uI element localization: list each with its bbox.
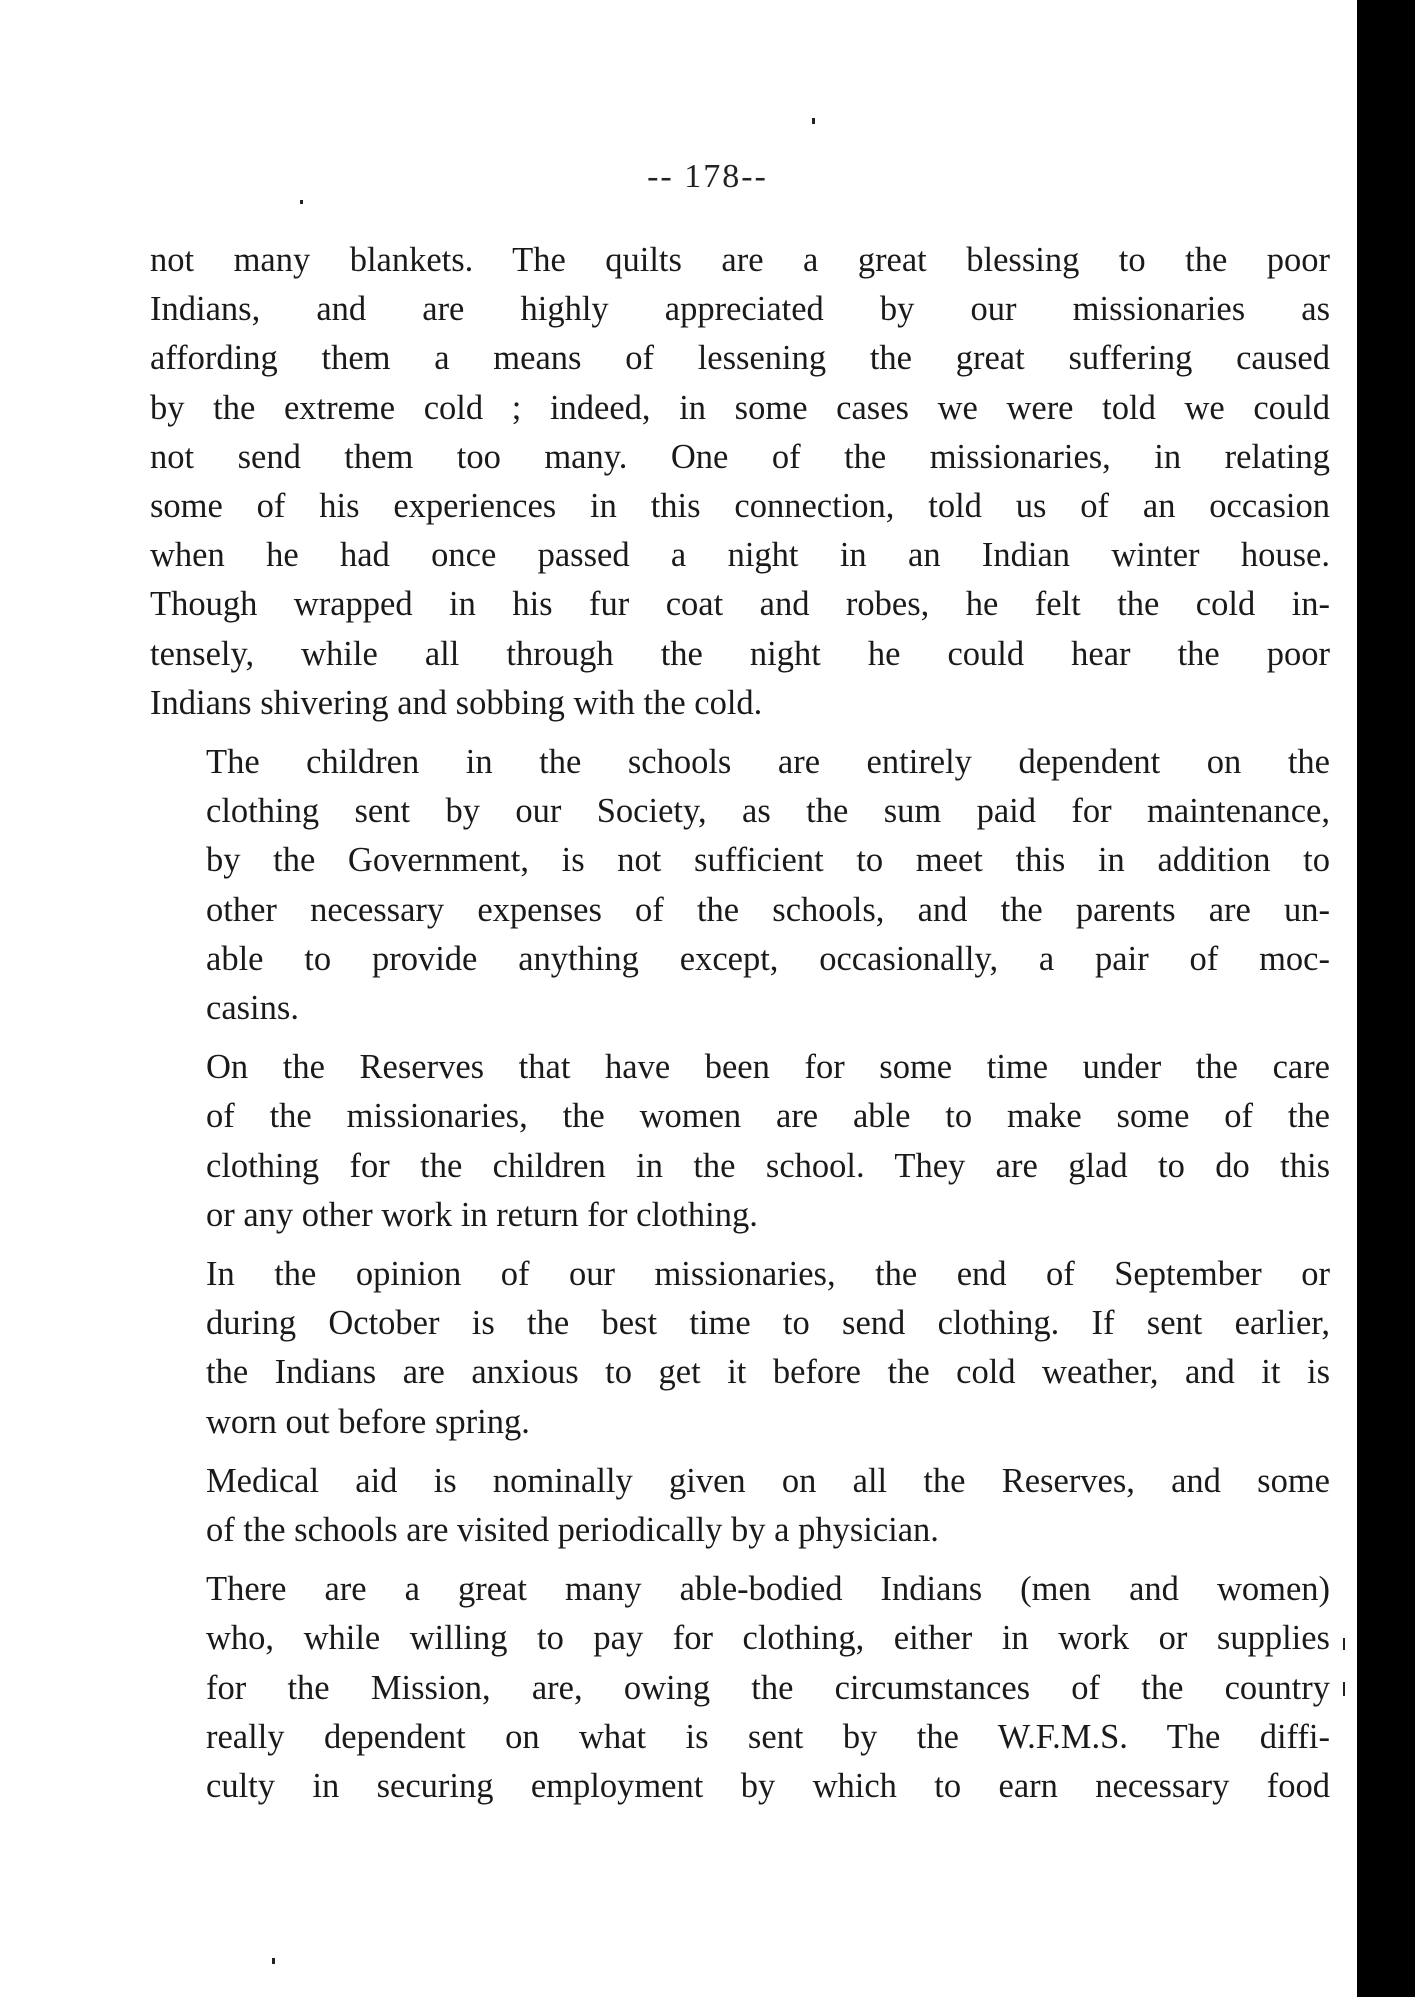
text-line: when he had once passed a night in an Indian winter house. xyxy=(150,536,1330,575)
text-line: or any other work in return for clothing. xyxy=(206,1195,758,1234)
text-line: some of his experiences in this connection, told us of an occasion xyxy=(150,487,1330,526)
text-line: There are a great many able-bodied Indians (men and women) xyxy=(206,1570,1330,1609)
text-line: clothing sent by our Society, as the sum paid for maintenance, xyxy=(206,792,1330,831)
text-line: not send them too many. One of the missionaries, in relating xyxy=(150,437,1330,476)
paragraph xyxy=(150,738,1330,1033)
page-edge-shadow xyxy=(1357,0,1415,1997)
scan-speck xyxy=(272,1958,275,1964)
text-line: able to provide anything except, occasionally, a pair of moc- xyxy=(206,939,1330,978)
page-number: -- 178-- xyxy=(647,158,768,195)
text-line: the Indians are anxious to get it before the cold weather, and it is xyxy=(206,1353,1330,1392)
body-text xyxy=(150,236,1330,1811)
text-line: by the Government, is not sufficient to meet this in addition to xyxy=(206,841,1330,880)
text-line: Indians, and are highly appreciated by our missionaries as xyxy=(150,290,1330,329)
text-line: for the Mission, are, owing the circumstances of the country xyxy=(206,1668,1330,1707)
text-line: not many blankets. The quilts are a great blessing to the poor xyxy=(150,241,1330,279)
text-line: Though wrapped in his fur coat and robes, he felt the cold in- xyxy=(150,585,1330,624)
text-line: of the schools are visited periodically by a physician. xyxy=(206,1511,939,1550)
text-line: worn out before spring. xyxy=(206,1402,530,1441)
text-line: clothing for the children in the school. They are glad to do this xyxy=(206,1146,1330,1185)
text-line: who, while willing to pay for clothing, either in work or supplies xyxy=(206,1619,1330,1658)
text-line: tensely, while all through the night he could hear the poor xyxy=(150,634,1330,673)
scan-speck xyxy=(300,200,303,204)
paragraph xyxy=(150,1565,1330,1811)
text-line: of the missionaries, the women are able to make some of the xyxy=(206,1097,1330,1136)
scan-speck xyxy=(1343,1638,1345,1650)
paragraph xyxy=(150,236,1330,728)
text-line: casins. xyxy=(206,989,299,1028)
paragraph xyxy=(150,1250,1330,1447)
text-line: affording them a means of lessening the great suffering caused xyxy=(150,339,1330,378)
text-line: In the opinion of our missionaries, the end of September or xyxy=(206,1255,1330,1294)
paragraph xyxy=(150,1043,1330,1240)
scan-speck xyxy=(812,118,815,124)
paragraph xyxy=(150,1457,1330,1555)
scan-speck xyxy=(1343,1682,1345,1696)
text-line: On the Reserves that have been for some time under the care xyxy=(206,1048,1330,1087)
text-line: other necessary expenses of the schools, and the parents are un- xyxy=(206,890,1330,929)
text-line: The children in the schools are entirely dependent on the xyxy=(206,743,1330,782)
text-line: during October is the best time to send clothing. If sent earlier, xyxy=(206,1304,1330,1343)
text-line: culty in securing employment by which to earn necessary food xyxy=(206,1767,1330,1806)
text-line: Indians shivering and sobbing with the cold. xyxy=(150,683,763,722)
text-line: really dependent on what is sent by the W.F.M.S. The diffi- xyxy=(206,1717,1330,1756)
text-line: Medical aid is nominally given on all the Reserves, and some xyxy=(206,1461,1330,1500)
text-line: by the extreme cold ; indeed, in some cases we were told we could xyxy=(150,388,1330,427)
